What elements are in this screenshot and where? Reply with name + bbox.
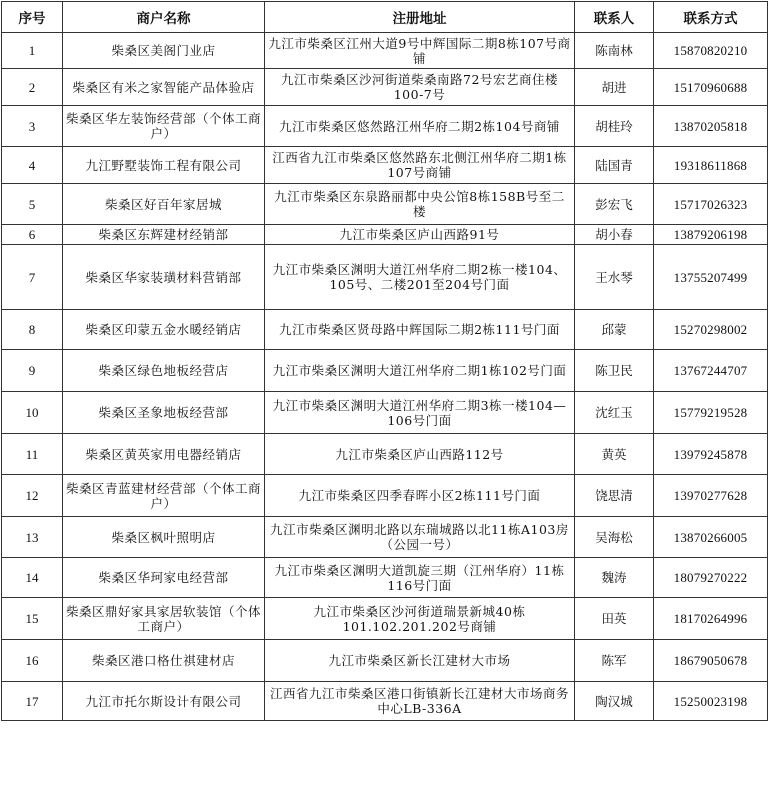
table-row	[2, 682, 768, 721]
contact-person: 田英	[575, 598, 654, 640]
registered-address: 九江市柴桑区庐山西路112号	[265, 434, 575, 475]
row-index: 14	[2, 558, 63, 598]
row-index: 10	[2, 392, 63, 434]
contact-person: 彭宏飞	[575, 184, 654, 225]
merchant-name: 柴桑区印蒙五金水暖经销店	[63, 310, 265, 350]
table-row	[2, 310, 768, 350]
header-contact-phone: 联系方式	[654, 2, 768, 33]
table-row	[2, 184, 768, 225]
table-row	[2, 225, 768, 245]
contact-phone: 15717026323	[654, 184, 768, 225]
table-row	[2, 33, 768, 69]
row-index: 9	[2, 350, 63, 392]
header-index: 序号	[2, 2, 63, 33]
registered-address: 九江市柴桑区悠然路江州华府二期2栋104号商铺	[265, 106, 575, 147]
row-index: 4	[2, 147, 63, 184]
contact-person: 陶汉城	[575, 682, 654, 721]
table-header-row	[2, 2, 768, 33]
contact-phone: 18079270222	[654, 558, 768, 598]
row-index: 1	[2, 33, 63, 69]
table-row	[2, 598, 768, 640]
header-merchant-name: 商户名称	[63, 2, 265, 33]
table-row	[2, 245, 768, 310]
row-index: 7	[2, 245, 63, 310]
row-index: 13	[2, 517, 63, 558]
merchant-name: 柴桑区绿色地板经营店	[63, 350, 265, 392]
row-index: 6	[2, 225, 63, 245]
table-row	[2, 106, 768, 147]
contact-person: 沈红玉	[575, 392, 654, 434]
header-registered-address: 注册地址	[265, 2, 575, 33]
contact-phone: 19318611868	[654, 147, 768, 184]
row-index: 15	[2, 598, 63, 640]
table-row	[2, 392, 768, 434]
contact-person: 邱蒙	[575, 310, 654, 350]
contact-phone: 13870205818	[654, 106, 768, 147]
header-contact-person: 联系人	[575, 2, 654, 33]
merchant-name: 柴桑区枫叶照明店	[63, 517, 265, 558]
registered-address: 九江市柴桑区渊明大道江州华府二期1栋102号门面	[265, 350, 575, 392]
contact-person: 陈军	[575, 640, 654, 682]
merchant-name: 柴桑区东辉建材经销部	[63, 225, 265, 245]
contact-phone: 15170960688	[654, 69, 768, 106]
registered-address: 九江市柴桑区新长江建材大市场	[265, 640, 575, 682]
merchant-name: 柴桑区好百年家居城	[63, 184, 265, 225]
registered-address: 九江市柴桑区四季春晖小区2栋111号门面	[265, 475, 575, 517]
contact-person: 胡小春	[575, 225, 654, 245]
row-index: 2	[2, 69, 63, 106]
table-row	[2, 350, 768, 392]
merchant-name: 柴桑区有米之家智能产品体验店	[63, 69, 265, 106]
contact-phone: 15870820210	[654, 33, 768, 69]
table-row	[2, 69, 768, 106]
table-row	[2, 147, 768, 184]
row-index: 3	[2, 106, 63, 147]
contact-person: 陈南林	[575, 33, 654, 69]
contact-person: 吴海松	[575, 517, 654, 558]
table-row	[2, 640, 768, 682]
contact-phone: 18170264996	[654, 598, 768, 640]
contact-phone: 15270298002	[654, 310, 768, 350]
contact-person: 陆国青	[575, 147, 654, 184]
merchant-name: 柴桑区华家装璜材料营销部	[63, 245, 265, 310]
contact-phone: 13755207499	[654, 245, 768, 310]
merchant-name: 柴桑区黄英家用电器经销店	[63, 434, 265, 475]
row-index: 16	[2, 640, 63, 682]
merchant-name: 柴桑区鼎好家具家居软装馆（个体工商户）	[63, 598, 265, 640]
registered-address: 九江市柴桑区渊明大道江州华府二期2栋一楼104、105号、二楼201至204号门面	[265, 245, 575, 310]
merchant-name: 九江野墅装饰工程有限公司	[63, 147, 265, 184]
contact-person: 黄英	[575, 434, 654, 475]
registered-address: 九江市柴桑区贤母路中辉国际二期2栋111号门面	[265, 310, 575, 350]
registered-address: 九江市柴桑区沙河街道瑞景新城40栋101.102.201.202号商铺	[265, 598, 575, 640]
row-index: 5	[2, 184, 63, 225]
contact-person: 胡桂玲	[575, 106, 654, 147]
merchant-name: 柴桑区圣象地板经营部	[63, 392, 265, 434]
contact-person: 饶思清	[575, 475, 654, 517]
row-index: 12	[2, 475, 63, 517]
registered-address: 江西省九江市柴桑区悠然路东北侧江州华府二期1栋107号商铺	[265, 147, 575, 184]
table-row	[2, 517, 768, 558]
table-row	[2, 434, 768, 475]
contact-phone: 15779219528	[654, 392, 768, 434]
merchant-name: 柴桑区美阁门业店	[63, 33, 265, 69]
merchant-name: 柴桑区华珂家电经营部	[63, 558, 265, 598]
registered-address: 九江市柴桑区渊明北路以东瑞城路以北11栋A103房（公园一号）	[265, 517, 575, 558]
contact-phone: 13870266005	[654, 517, 768, 558]
row-index: 11	[2, 434, 63, 475]
registered-address: 九江市柴桑区渊明大道凯旋三期（江州华府）11栋116号门面	[265, 558, 575, 598]
contact-phone: 13979245878	[654, 434, 768, 475]
contact-phone: 13767244707	[654, 350, 768, 392]
contact-person: 魏涛	[575, 558, 654, 598]
contact-phone: 15250023198	[654, 682, 768, 721]
merchant-table	[1, 1, 768, 721]
contact-phone: 13970277628	[654, 475, 768, 517]
table-row	[2, 558, 768, 598]
registered-address: 九江市柴桑区沙河街道柴桑南路72号宏艺商住楼100-7号	[265, 69, 575, 106]
registered-address: 九江市柴桑区东泉路丽都中央公馆8栋158B号至二楼	[265, 184, 575, 225]
registered-address: 九江市柴桑区江州大道9号中辉国际二期8栋107号商铺	[265, 33, 575, 69]
merchant-name: 九江市托尔斯设计有限公司	[63, 682, 265, 721]
registered-address: 九江市柴桑区庐山西路91号	[265, 225, 575, 245]
merchant-name: 柴桑区港口格仕祺建材店	[63, 640, 265, 682]
merchant-name: 柴桑区青蓝建材经营部（个体工商户）	[63, 475, 265, 517]
contact-person: 王水琴	[575, 245, 654, 310]
merchant-name: 柴桑区华左装饰经营部（个体工商户）	[63, 106, 265, 147]
contact-phone: 18679050678	[654, 640, 768, 682]
row-index: 17	[2, 682, 63, 721]
row-index: 8	[2, 310, 63, 350]
registered-address: 九江市柴桑区渊明大道江州华府二期3栋一楼104—106号门面	[265, 392, 575, 434]
contact-person: 胡进	[575, 69, 654, 106]
registered-address: 江西省九江市柴桑区港口街镇新长江建材大市场商务中心LB-336A	[265, 682, 575, 721]
contact-phone: 13879206198	[654, 225, 768, 245]
contact-person: 陈卫民	[575, 350, 654, 392]
table-row	[2, 475, 768, 517]
